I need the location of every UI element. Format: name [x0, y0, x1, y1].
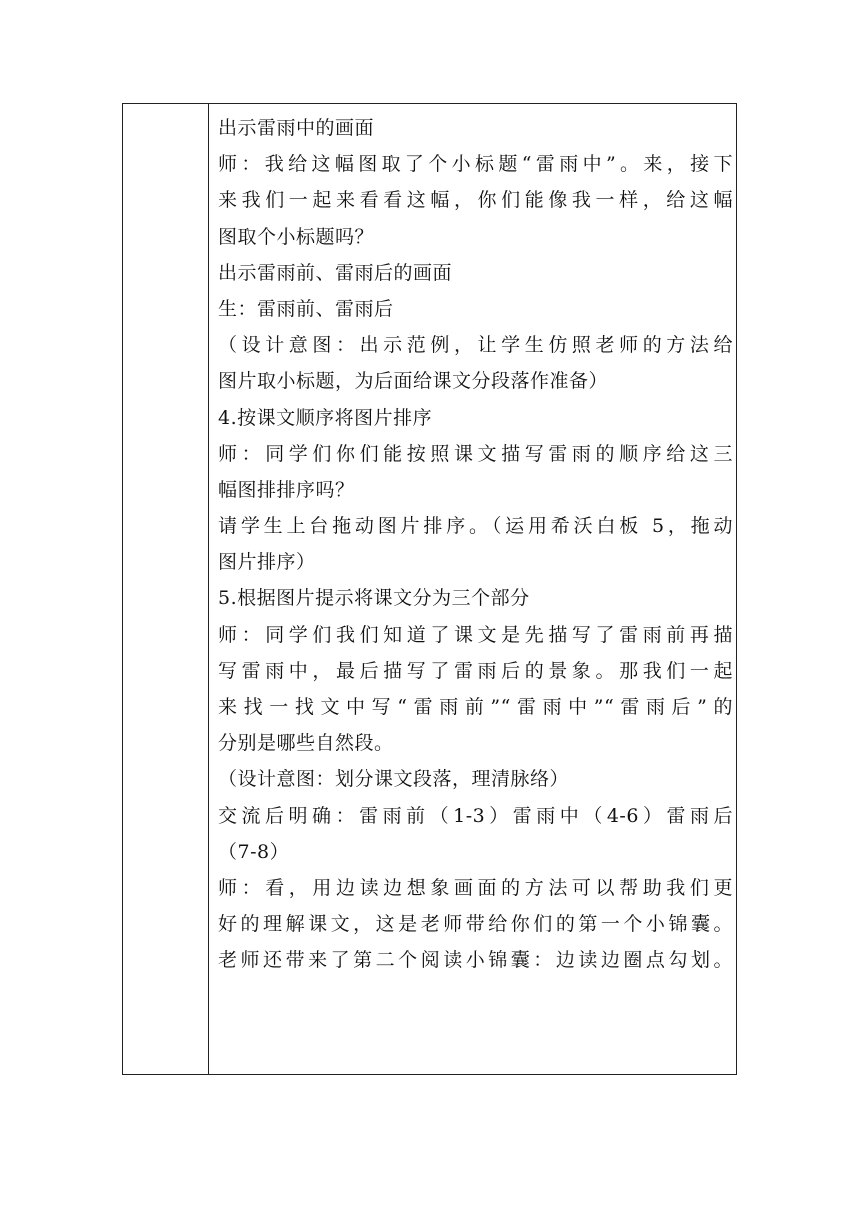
lesson-plan-table	[122, 103, 737, 1075]
text-line: 来找一找文中写“雷雨前”“雷雨中”“雷雨后”的	[218, 696, 733, 718]
table-left-cell	[123, 104, 208, 1074]
text-line: 交流后明确：雷雨前（1-3）雷雨中（4-6）雷雨后	[218, 804, 733, 827]
text-line: 写雷雨中，最后描写了雷雨后的景象。那我们一起	[218, 659, 733, 682]
text-line: （设计意图：出示范例，让学生仿照老师的方法给	[218, 334, 733, 357]
text-line: 来我们一起来看看这幅，你们能像我一样，给这幅	[218, 189, 733, 212]
text-line: 4.按课文顺序将图片排序	[218, 406, 433, 429]
text-line: 图取个小标题吗？	[218, 225, 375, 248]
text-line: 图片取小标题，为后面给课文分段落作准备）	[218, 370, 609, 393]
text-line: 出示雷雨前、雷雨后的画面	[218, 261, 453, 284]
text-line: 师：同学们我们知道了课文是先描写了雷雨前再描	[218, 623, 733, 646]
text-line: （设计意图：划分课文段落，理清脉络）	[218, 768, 570, 791]
text-line: 5.根据图片提示将课文分为三个部分	[218, 587, 530, 610]
text-line: 分别是哪些自然段。	[218, 732, 394, 755]
text-line: 出示雷雨中的画面	[218, 117, 375, 139]
lesson-content-cell	[218, 110, 733, 979]
text-line: 请学生上台拖动图片排序。（运用希沃白板 5，拖动	[218, 515, 733, 538]
text-line: 老师还带来了第二个阅读小锦囊：边读边圈点勾划。	[218, 949, 733, 972]
text-line: （7-8）	[218, 840, 290, 863]
text-line: 师：我给这幅图取了个小标题“雷雨中”。来，接下	[218, 153, 733, 176]
column-divider	[208, 104, 209, 1074]
text-line: 图片排序）	[218, 551, 316, 574]
text-line: 好的理解课文，这是老师带给你们的第一个小锦囊。	[218, 913, 733, 936]
text-line: 幅图排排序吗？	[218, 478, 355, 501]
text-line: 师：同学们你们能按照课文描写雷雨的顺序给这三	[218, 442, 733, 465]
text-line: 师：看，用边读边想象画面的方法可以帮助我们更	[218, 876, 733, 899]
text-line: 生：雷雨前、雷雨后	[218, 297, 394, 320]
